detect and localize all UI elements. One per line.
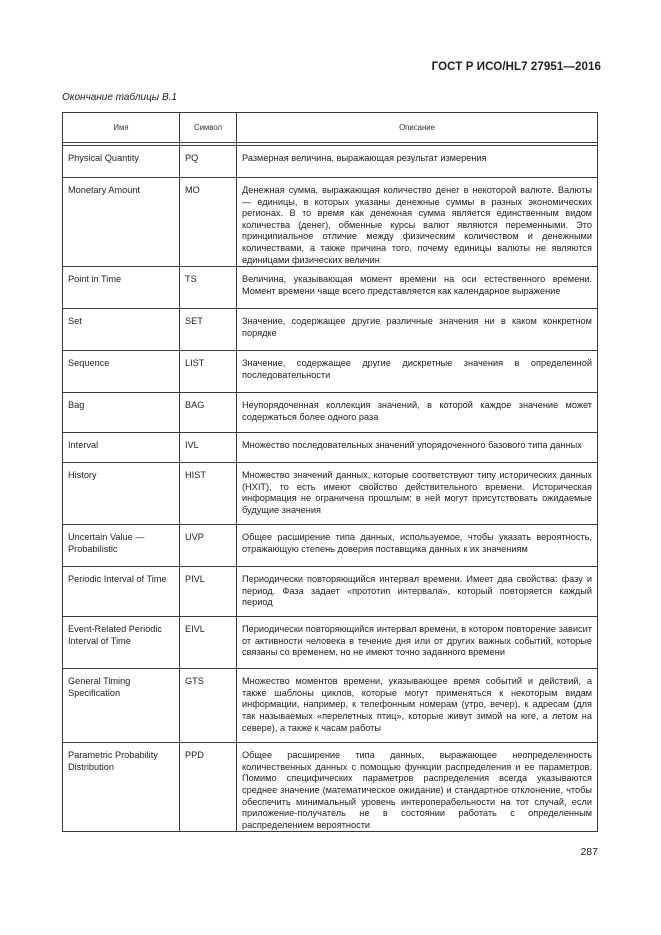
column-header-name: Имя [63, 113, 180, 143]
column-header-symbol: Символ [180, 113, 237, 143]
cell-symbol: IVL [180, 433, 237, 463]
cell-description: Значение, содержащее другие дискретные значения в определенной последовательности [237, 351, 598, 393]
table-row [63, 743, 598, 832]
table-row [63, 525, 598, 567]
table-row [63, 433, 598, 463]
cell-symbol: SET [180, 309, 237, 351]
table-row [63, 351, 598, 393]
table-row [63, 617, 598, 669]
cell-symbol: PQ [180, 146, 237, 178]
cell-description: Множество последовательных значений упорядоченного базового типа данных [237, 433, 598, 463]
cell-symbol: HIST [180, 463, 237, 525]
cell-description: Значение, содержащее другие различные значения ни в каком конкретном порядке [237, 309, 598, 351]
table-row [63, 567, 598, 617]
cell-symbol: EIVL [180, 617, 237, 669]
table-caption: Окончание таблицы В.1 [62, 92, 177, 103]
cell-symbol: BAG [180, 393, 237, 433]
standard-designation: ГОСТ Р ИСО/HL7 27951—2016 [431, 61, 601, 73]
cell-symbol: UVP [180, 525, 237, 567]
cell-name: Physical Quantity [63, 146, 180, 178]
cell-name: Point in Time [63, 267, 180, 309]
cell-description: Величина, указывающая момент времени на оси естественного времени. Момент времени чаще всего представляется как календарное выражение [237, 267, 598, 309]
cell-symbol: PPD [180, 743, 237, 832]
table-row [63, 146, 598, 178]
table-row [63, 669, 598, 743]
page-number: 287 [580, 846, 598, 858]
table-row [63, 309, 598, 351]
cell-symbol: PIVL [180, 567, 237, 617]
table-header-row [63, 113, 598, 143]
cell-description: Размерная величина, выражающая результат измерения [237, 146, 598, 178]
cell-symbol: TS [180, 267, 237, 309]
table-row [63, 393, 598, 433]
table-row [63, 178, 598, 267]
cell-description: Множество моментов времени, указывающее время событий и действий, а также шаблоны циклов, которые могут применяться к некоторым видам информации, например, к телефонным номерам (утро, вечер), к адресам (для так называемых «перелетных птиц», которые живут зимой на юге, а летом на севере), а также к часам работы [237, 669, 598, 743]
cell-name: Event-Related Periodic Interval of Time [63, 617, 180, 669]
cell-description: Множество значений данных, которые соответствуют типу исторических данных (HXIT), то есть имеют свойство действительного времени. Историческая информация не ограничена прошлым; в ней могут присутствовать ожидаемые будущие значения [237, 463, 598, 525]
cell-description: Денежная сумма, выражающая количество денег в некоторой валюте. Валюты — единицы, в которых указаны денежные суммы в разных экономических регионах. В то время как денежная сумма является единственным видом количества (денег), обменные курсы валют являются переменными. Это принципиальное отличие между физическим количеством и денежными количествами, а также причина того, почему единицы валюты не являются единицами физических величин [237, 178, 598, 267]
cell-name: Monetary Amount [63, 178, 180, 267]
table-row [63, 267, 598, 309]
cell-name: Set [63, 309, 180, 351]
cell-description: Общее расширение типа данных, используемое, чтобы указать вероятность, отражающую степень доверия поставщика данных к их значениям [237, 525, 598, 567]
cell-name: Parametric Probability Distribution [63, 743, 180, 832]
column-header-description: Описание [237, 113, 598, 143]
cell-description: Периодически повторяющийся интервал времени. Имеет два свойства: фазу и период. Фаза задает «прототип интервала», который повторяется каждый период [237, 567, 598, 617]
cell-symbol: LIST [180, 351, 237, 393]
cell-name: Uncertain Value — Probabilistic [63, 525, 180, 567]
cell-name: Interval [63, 433, 180, 463]
cell-description: Неупорядоченная коллекция значений, в которой каждое значение может содержаться более одного раза [237, 393, 598, 433]
cell-description: Общее расширение типа данных, выражающее неопределенность количественных данных с помощью функции распределения и ее параметров. Помимо специфических параметров распределения всегда указываются среднее значение (математическое ожидание) и стандартное отклонение, чтобы обеспечить минимальный уровень интероперабельности на тот случай, если приложение-получатель не в состоянии работать с определенным распределением вероятности [237, 743, 598, 832]
cell-name: History [63, 463, 180, 525]
data-types-table [62, 112, 598, 832]
cell-name: Periodic Interval of Time [63, 567, 180, 617]
cell-name: Bag [63, 393, 180, 433]
cell-name: Sequence [63, 351, 180, 393]
table-row [63, 463, 598, 525]
cell-symbol: GTS [180, 669, 237, 743]
cell-name: General Timing Specification [63, 669, 180, 743]
cell-symbol: MO [180, 178, 237, 267]
cell-description: Периодически повторяющийся интервал времени, в котором повторение зависит от активности человека в течение дня или от других важных событий, которые связаны со временем, но не имеют точно заданного времени [237, 617, 598, 669]
